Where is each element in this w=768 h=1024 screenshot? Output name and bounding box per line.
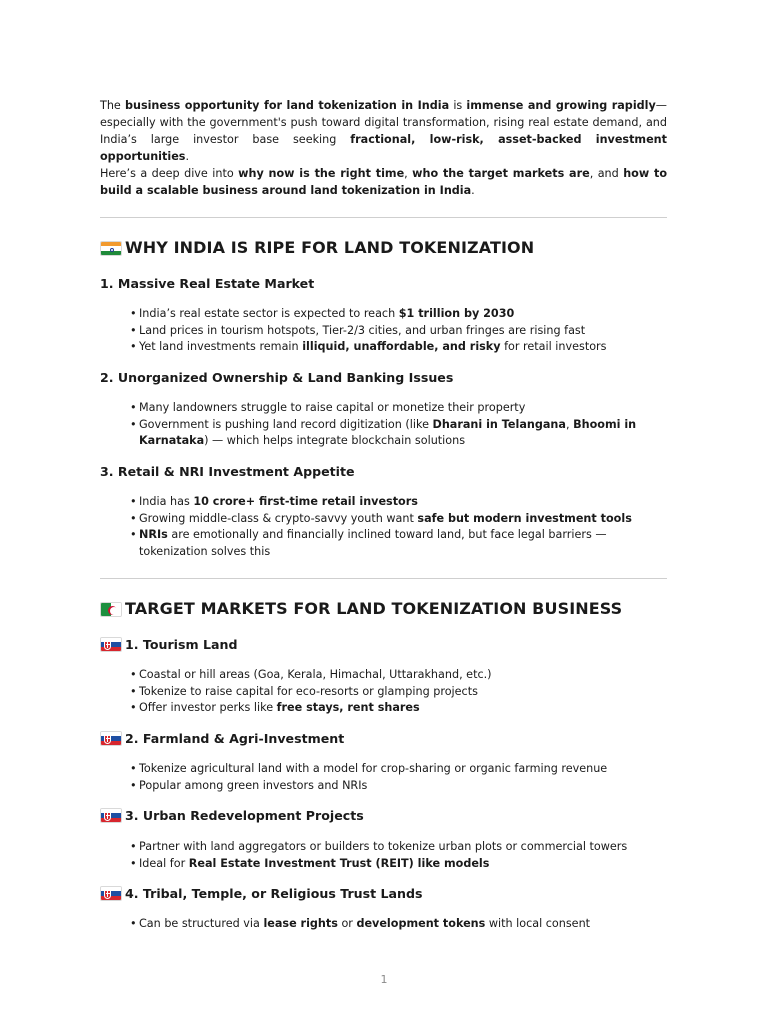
subheading bbox=[100, 807, 364, 825]
intro-paragraph-2 bbox=[100, 165, 667, 199]
bullet-list bbox=[130, 400, 667, 450]
bold-text: business opportunity for land tokenization in India bbox=[124, 99, 450, 112]
list-item bbox=[130, 527, 667, 560]
text-run: , bbox=[565, 417, 574, 431]
slovakia-flag-icon bbox=[100, 637, 122, 652]
text-run: with local consent bbox=[485, 917, 591, 930]
subheading: 2. Unorganized Ownership & Land Banking Issues bbox=[100, 370, 454, 385]
bullet-list bbox=[130, 839, 667, 872]
text-run: , and bbox=[589, 167, 624, 180]
list-item bbox=[130, 306, 667, 323]
bullet-list bbox=[130, 306, 667, 356]
algeria-flag-icon bbox=[100, 602, 122, 617]
slovakia-flag-icon bbox=[100, 731, 122, 746]
subheading-text: 3. Urban Redevelopment Projects bbox=[125, 808, 364, 823]
list-item bbox=[130, 339, 667, 356]
page-number: 1 bbox=[380, 973, 388, 986]
text-run: Coastal or hill areas (Goa, Kerala, Himachal, Uttarakhand, etc.) bbox=[139, 668, 492, 681]
text-run: The bbox=[100, 99, 125, 112]
subheading-text: 2. Farmland & Agri-Investment bbox=[125, 731, 345, 746]
text-run: is bbox=[449, 99, 467, 112]
subheading-text: 4. Tribal, Temple, or Religious Trust Lands bbox=[125, 886, 423, 901]
slovakia-flag-icon bbox=[100, 808, 122, 823]
text-run: Popular among green investors and NRIs bbox=[139, 778, 368, 792]
india-flag-icon bbox=[100, 241, 122, 256]
text-run: Here’s a deep dive into bbox=[100, 167, 239, 180]
text-run: for retail investors bbox=[500, 340, 607, 354]
bullet-list bbox=[130, 667, 667, 717]
text-run: Government is pushing land record digitization (like bbox=[139, 417, 433, 431]
text-run: Yet land investments remain bbox=[139, 340, 303, 354]
text-run: India has bbox=[139, 495, 194, 508]
bold-text: development tokens bbox=[356, 917, 486, 930]
list-item bbox=[130, 400, 667, 417]
text-run: Tokenize agricultural land with a model for crop-sharing or organic farming revenue bbox=[139, 762, 608, 775]
list-item bbox=[130, 323, 667, 340]
bold-text: immense and growing rapidly bbox=[466, 99, 656, 112]
text-run: Growing middle-class & crypto-savvy youth want bbox=[139, 511, 418, 525]
slovakia-flag-icon bbox=[100, 886, 122, 901]
list-item bbox=[130, 916, 667, 933]
bold-text: why now is the right time bbox=[238, 167, 405, 180]
text-run: . bbox=[185, 150, 190, 163]
bullet-list bbox=[130, 761, 667, 794]
section-heading-why-india bbox=[100, 237, 534, 259]
list-item bbox=[130, 839, 667, 856]
bold-text: free stays, rent shares bbox=[276, 701, 420, 715]
bold-text: Bhoomi in Karnataka bbox=[139, 417, 637, 448]
list-item bbox=[130, 494, 667, 511]
bold-text: who the target markets are bbox=[412, 167, 590, 180]
bullet-list bbox=[130, 494, 667, 561]
section-divider bbox=[100, 217, 667, 218]
bold-text: $1 trillion by 2030 bbox=[398, 307, 515, 320]
text-run: or bbox=[337, 917, 357, 930]
bold-text: safe but modern investment tools bbox=[417, 511, 632, 525]
text-run: Ideal for bbox=[139, 856, 189, 870]
bold-text: Real Estate Investment Trust (REIT) like models bbox=[188, 856, 490, 870]
text-run: . bbox=[471, 184, 475, 197]
bold-text: NRIs bbox=[139, 528, 168, 542]
list-item bbox=[130, 778, 667, 795]
subheading-text: 1. Tourism Land bbox=[125, 637, 238, 652]
intro-paragraph-1 bbox=[100, 97, 667, 165]
section-heading-text: WHY INDIA IS RIPE FOR LAND TOKENIZATION bbox=[125, 238, 535, 257]
bold-text: 10 crore+ first-time retail investors bbox=[193, 495, 418, 508]
bold-text: illiquid, unaffordable, and risky bbox=[302, 340, 501, 354]
text-run: Can be structured via bbox=[139, 917, 264, 930]
section-heading-text: TARGET MARKETS FOR LAND TOKENIZATION BUSINESS bbox=[125, 599, 623, 618]
list-item bbox=[130, 761, 667, 778]
bold-text: lease rights bbox=[263, 917, 338, 930]
subheading: 3. Retail & NRI Investment Appetite bbox=[100, 464, 355, 479]
text-run: Tokenize to raise capital for eco-resorts or glamping projects bbox=[139, 684, 478, 698]
list-item bbox=[130, 856, 667, 873]
section-divider bbox=[100, 578, 667, 579]
text-run: , bbox=[404, 167, 413, 180]
text-run: —especially with the government's push toward digital transformation, rising real estate demand, and India’s large investor base seeking bbox=[100, 99, 667, 146]
list-item bbox=[130, 667, 667, 684]
list-item bbox=[130, 684, 667, 701]
subheading bbox=[100, 885, 423, 903]
text-run: ) — which helps integrate blockchain solutions bbox=[204, 434, 466, 448]
list-item bbox=[130, 700, 667, 717]
subheading: 1. Massive Real Estate Market bbox=[100, 276, 315, 291]
bullet-list bbox=[130, 916, 667, 933]
text-run: Offer investor perks like bbox=[139, 701, 277, 715]
text-run: Many landowners struggle to raise capital or monetize their property bbox=[139, 401, 526, 414]
bold-text: Dharani in Telangana bbox=[432, 417, 566, 431]
text-run: India’s real estate sector is expected to reach bbox=[139, 307, 399, 320]
subheading bbox=[100, 730, 344, 748]
bold-text: fractional, low-risk, asset-backed investment opportunities bbox=[100, 133, 667, 163]
section-heading-target-markets bbox=[100, 598, 622, 620]
text-run: Land prices in tourism hotspots, Tier-2/3 cities, and urban fringes are rising fast bbox=[139, 323, 586, 337]
list-item bbox=[130, 417, 667, 450]
text-run: are emotionally and financially inclined toward land, but face legal barriers — tokenization solves this bbox=[139, 528, 607, 559]
text-run: Partner with land aggregators or builders to tokenize urban plots or commercial towers bbox=[139, 840, 628, 853]
bold-text: how to build a scalable business around land tokenization in India bbox=[100, 167, 668, 197]
list-item bbox=[130, 511, 667, 528]
subheading bbox=[100, 636, 238, 654]
